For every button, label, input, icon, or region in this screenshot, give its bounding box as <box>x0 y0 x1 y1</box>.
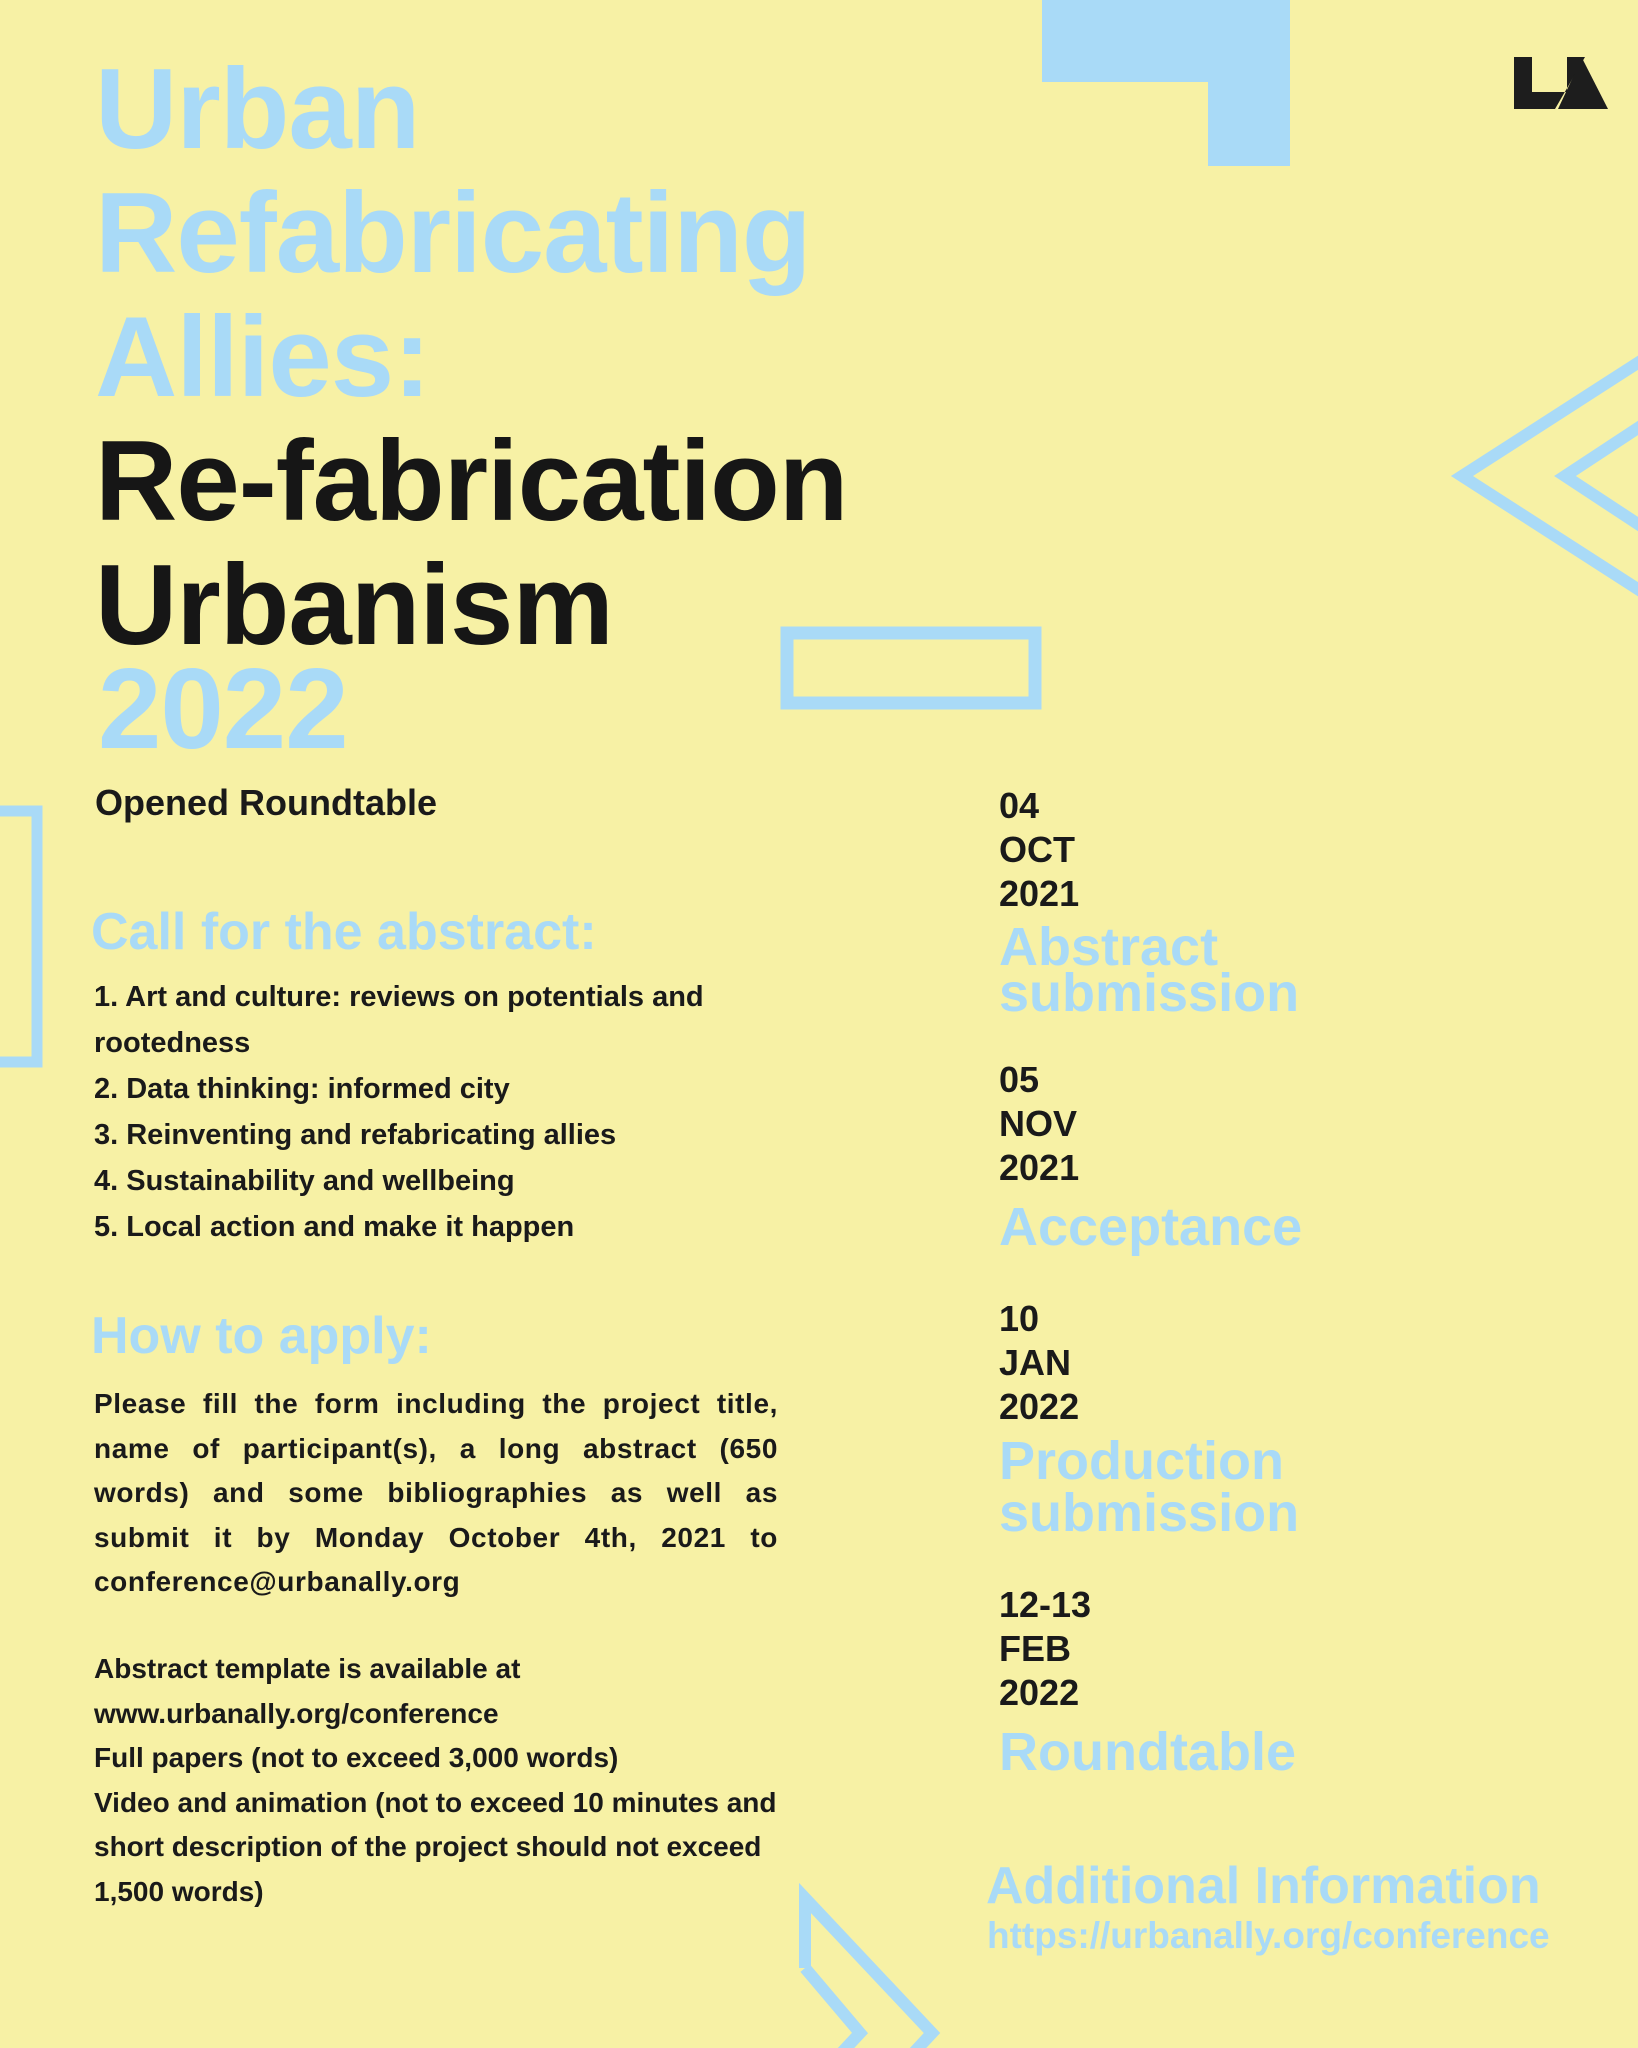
topic-item: 1. Art and culture: reviews on potentials and rootedness <box>94 981 704 1059</box>
timeline-entry <box>999 1058 1303 1257</box>
submission-requirements <box>94 1736 778 1914</box>
papers-requirement: Full papers (not to exceed 3,000 words) <box>94 1742 619 1773</box>
call-heading: Call for the abstract: <box>91 903 597 961</box>
bottom-chevron-outer-shape <box>805 1898 932 2048</box>
right-chevron-outer-shape <box>1462 355 1638 597</box>
timeline-entry <box>999 784 1300 1023</box>
timeline-entry <box>999 1297 1300 1543</box>
title-line: Refabricating <box>95 170 811 297</box>
date-day: 05 <box>999 1059 1040 1100</box>
date-day: 12-13 <box>999 1584 1092 1625</box>
milestone-label: Abstract <box>999 917 1219 977</box>
template-text: Abstract template is available at <box>94 1653 521 1684</box>
corner-block-shape <box>1042 0 1290 166</box>
title-year: 2022 <box>98 646 348 773</box>
bottom-chevron-inner-shape <box>805 1968 860 2048</box>
date-month: FEB <box>999 1628 1071 1669</box>
right-chevron-inner-shape <box>1565 420 1638 532</box>
topic-item: 3. Reinventing and refabricating allies <box>94 1119 617 1151</box>
topic-item: 2. Data thinking: informed city <box>94 1073 510 1105</box>
date-month: NOV <box>999 1103 1078 1144</box>
title-line: Re-fabrication <box>95 418 848 545</box>
title-line: Urbanism <box>95 542 613 669</box>
date-month: JAN <box>999 1342 1072 1383</box>
title-black <box>95 420 847 668</box>
subtitle: Opened Roundtable <box>95 782 437 823</box>
topic-item: 4. Sustainability and wellbeing <box>94 1165 515 1197</box>
date-year: 2022 <box>999 1672 1080 1713</box>
date-day: 04 <box>999 785 1040 826</box>
video-requirement: Video and animation (not to exceed 10 minutes and short description of the project should not exceed 1,500 words) <box>94 1786 777 1907</box>
milestone-label: submission <box>999 1483 1300 1543</box>
timeline-entry <box>999 1583 1296 1782</box>
template-link[interactable]: www.urbanally.org/conference <box>94 1697 499 1729</box>
topic-item: 5. Local action and make it happen <box>94 1211 575 1243</box>
milestone-label: Roundtable <box>999 1722 1296 1782</box>
additional-heading: Additional Information <box>986 1857 1541 1915</box>
topic-list <box>94 974 794 1250</box>
additional-url[interactable]: https://urbanally.org/conference <box>987 1915 1550 1956</box>
milestone-label: submission <box>999 963 1300 1023</box>
milestone-label: Acceptance <box>999 1197 1303 1257</box>
title-line: Urban <box>95 46 420 173</box>
milestone-label: Production <box>999 1431 1284 1491</box>
title-line: Allies: <box>95 294 431 421</box>
title-blue <box>95 48 810 420</box>
date-day: 10 <box>999 1298 1040 1339</box>
date-month: OCT <box>999 829 1075 870</box>
date-year: 2021 <box>999 873 1080 914</box>
date-year: 2022 <box>999 1386 1080 1427</box>
date-year: 2021 <box>999 1147 1080 1188</box>
apply-paragraph: Please fill the form including the project title, name of participant(s), a long abstract (650 words) and some bibliographies as well as submit it by Monday October 4th, 2021 to conference@urbanally.org <box>94 1388 778 1597</box>
left-bracket-shape <box>0 811 37 1062</box>
apply-heading: How to apply: <box>91 1307 432 1365</box>
template-info <box>94 1647 778 1736</box>
